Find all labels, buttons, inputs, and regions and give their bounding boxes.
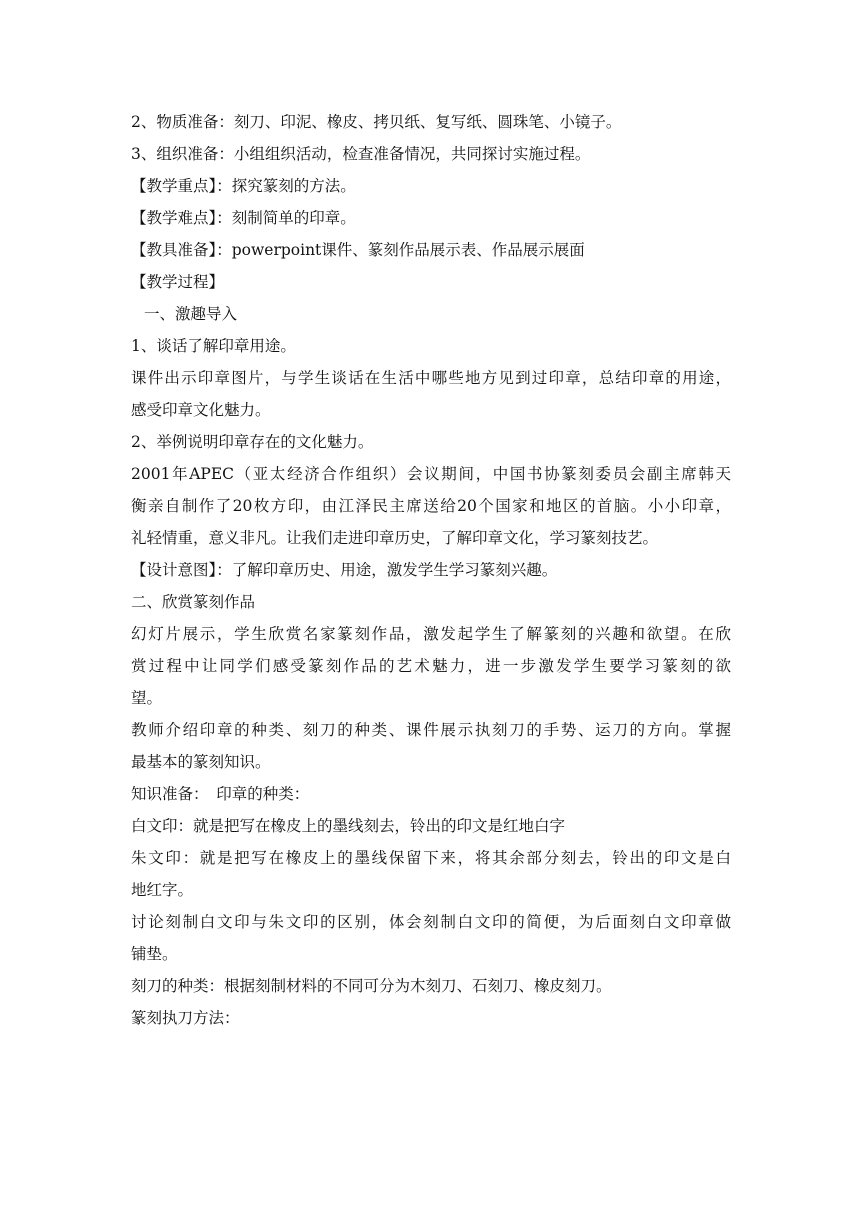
text-line-slides-2: 赏过程中让同学们感受篆刻作品的艺术魅力，进一步激发学生要学习篆刻的欲 [131, 657, 731, 675]
text-line-discussion-1: 讨论刻制白文印与朱文印的区别，体会刻制白文印的简便，为后面刻白文印章做 [131, 913, 731, 931]
text-line-teaching-aids: 【教具准备】：powerpoint课件、篆刻作品展示表、作品展示展面 [131, 241, 585, 259]
text-line-courseware-2: 感受印章文化魅力。 [131, 401, 271, 419]
text-line-red-seal-1: 朱文印：就是把写在橡皮上的墨线保留下来，将其余部分刻去，铃出的印文是白 [131, 849, 731, 867]
text-line-organization: 3、组织准备：小组组织活动，检查准备情况，共同探讨实施过程。 [131, 145, 591, 163]
text-line-red-seal-2: 地红字。 [131, 881, 194, 899]
text-line-teacher-intro-2: 最基本的篆刻知识。 [131, 753, 271, 771]
text-line-apec-1: 2001年APEC（亚太经济合作组织）会议期间，中国书协篆刻委员会副主席韩天 [131, 465, 731, 483]
text-line-difficulty: 【教学难点】：刻制简单的印章。 [131, 209, 356, 227]
text-line-key-point: 【教学重点】：探究篆刻的方法。 [131, 177, 356, 195]
text-line-discussion-2: 铺垫。 [131, 945, 178, 963]
text-line-slides-3: 望。 [131, 689, 163, 707]
text-line-materials: 2、物质准备：刻刀、印泥、橡皮、拷贝纸、复写纸、圆珠笔、小镜子。 [131, 113, 622, 131]
text-line-example: 2、举例说明印章存在的文化魅力。 [131, 433, 374, 451]
document-body [131, 106, 731, 1034]
text-line-apec-2: 衡亲自制作了20枚方印，由江泽民主席送给20个国家和地区的首脑。小小印章， [131, 497, 731, 515]
section-heading-intro: 一、激趣导入 [144, 305, 238, 323]
section-heading-appreciate: 二、欣赏篆刻作品 [131, 593, 256, 611]
text-line-slides-1: 幻灯片展示，学生欣赏名家篆刻作品，激发起学生了解篆刻的兴趣和欲望。在欣 [131, 625, 731, 643]
text-line-knowledge-prep: 知识准备： 印章的种类： [131, 785, 310, 803]
text-line-teacher-intro-1: 教师介绍印章的种类、刻刀的种类、课件展示执刻刀的手势、运刀的方向。掌握 [131, 721, 731, 739]
text-line-knife-method: 篆刻执刀方法： [131, 1009, 240, 1027]
text-line-talk-usage: 1、谈话了解印章用途。 [131, 337, 296, 355]
text-line-process-heading: 【教学过程】 [131, 273, 225, 291]
text-line-white-seal: 白文印：就是把写在橡皮上的墨线刻去，铃出的印文是红地白字 [131, 817, 566, 835]
text-line-knife-types: 刻刀的种类：根据刻制材料的不同可分为木刻刀、石刻刀、橡皮刻刀。 [131, 977, 612, 995]
text-line-apec-3: 礼轻情重，意义非凡。让我们走进印章历史，了解印章文化，学习篆刻技艺。 [131, 529, 659, 547]
text-line-courseware-1: 课件出示印章图片，与学生谈话在生活中哪些地方见到过印章，总结印章的用途， [131, 369, 731, 387]
text-line-design-intent: 【设计意图】：了解印章历史、用途，激发学生学习篆刻兴趣。 [131, 561, 558, 579]
